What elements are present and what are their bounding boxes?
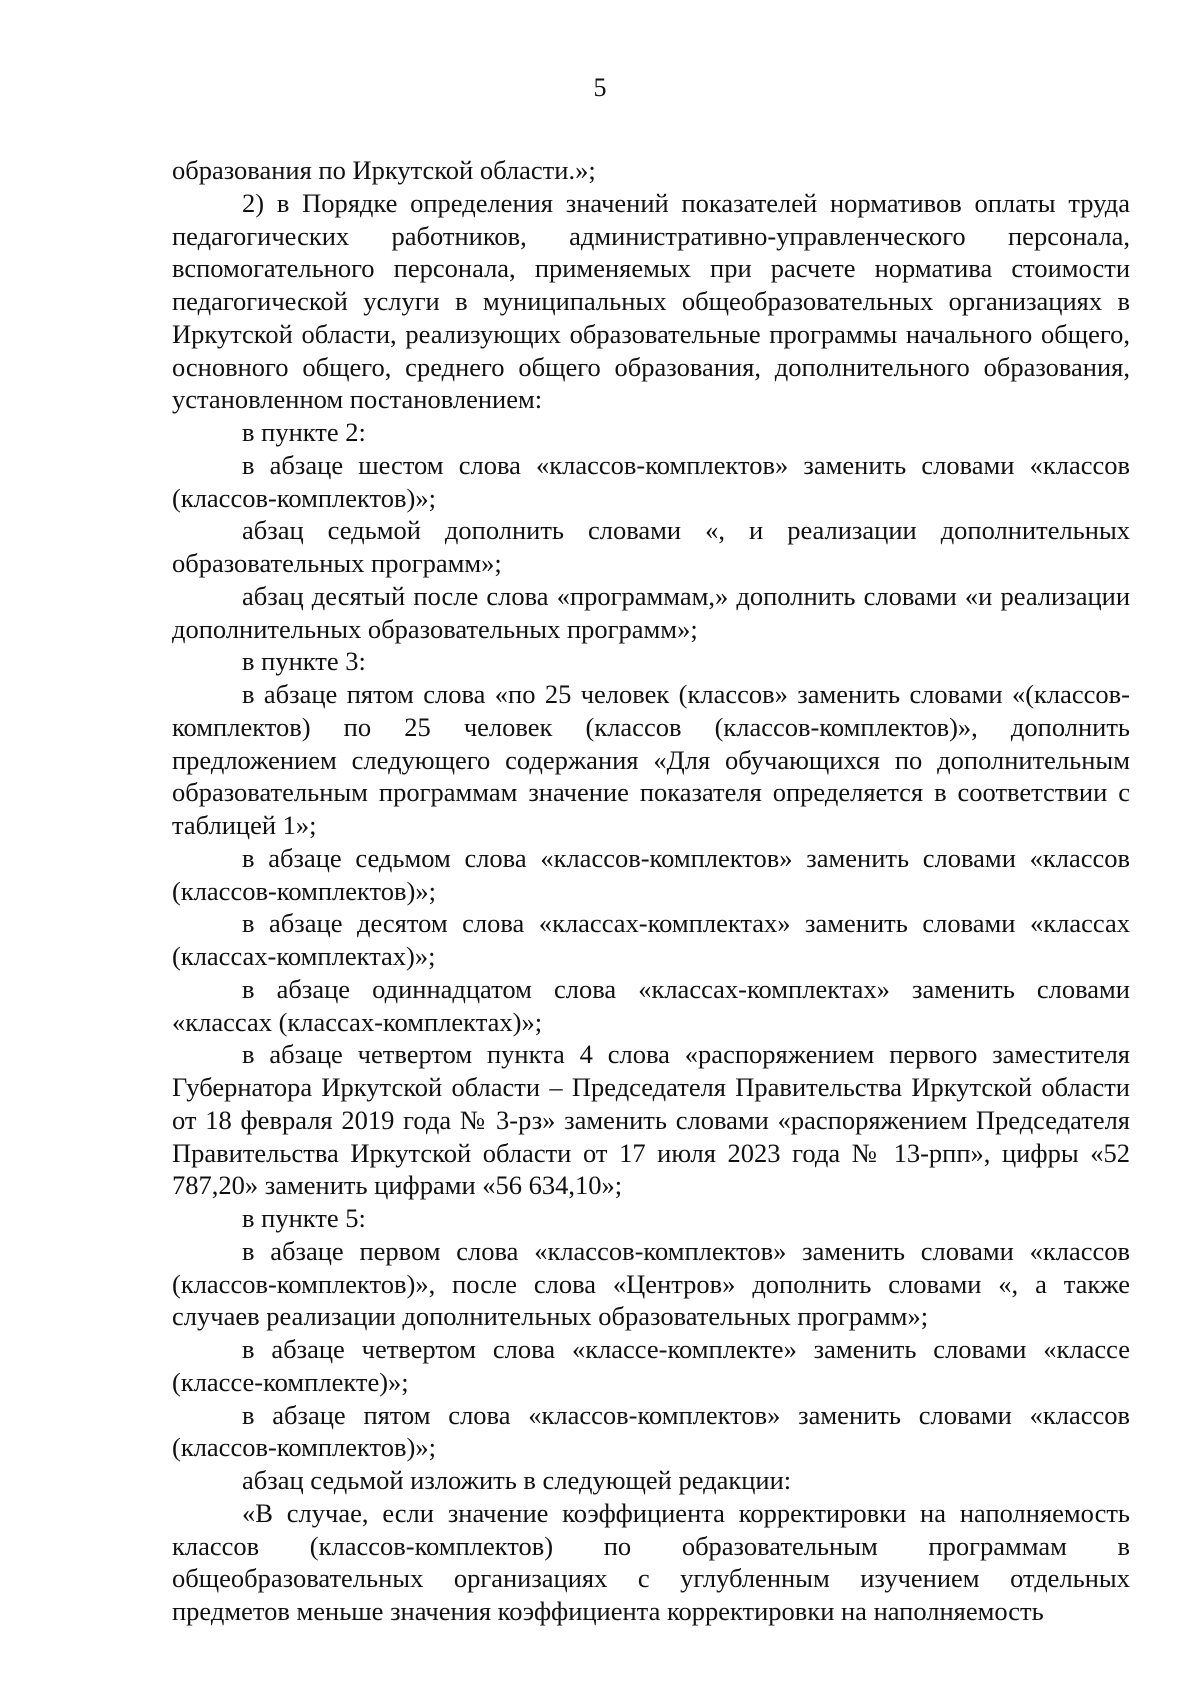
- paragraph: в абзаце седьмом слова «классов-комплектов» заменить словами «классов (классов-комплектов)»;: [172, 842, 1130, 906]
- paragraph: в абзаце четвертом пункта 4 слова «распоряжением первого заместителя Губернатора Иркутской области – Председателя Правительства Иркутской области от 18 февраля 2019 года № 3-рз» заменить словами «распоряжением Председателя Правительства Иркутской области от 17 июля 2023 года № 13-рпп», цифры «52 787,20» заменить цифрами «56 634,10»;: [172, 1039, 1130, 1201]
- paragraph: в абзаце четвертом слова «классе-комплекте» заменить словами «классе (классе-комплекте)»;: [172, 1334, 1130, 1397]
- paragraph-point-2-heading: в пункте 2:: [242, 417, 366, 447]
- paragraph: в абзаце десятом слова «классах-комплектах» заменить словами «классах (классах-комплектах)»;: [172, 908, 1130, 971]
- paragraph: в абзаце пятом слова «классов-комплектов» заменить словами «классов (классов-комплектов)»;: [172, 1399, 1130, 1463]
- paragraph: абзац седьмой изложить в следующей редакции:: [242, 1465, 792, 1495]
- paragraph-quoted-text: «В случае, если значение коэффициента корректировки на наполняемость классов (классов-комплектов) по образовательным программам в общеобразовательных организациях с углубленным изучением отдельных предметов меньше значения коэффициента корректировки на наполняемость: [172, 1497, 1130, 1626]
- paragraph: в абзаце первом слова «классов-комплектов» заменить словами «классов (классов-комплектов)», после слова «Центров» дополнить словами «, а также случаев реализации дополнительных образовательных программ»;: [172, 1235, 1130, 1332]
- paragraph: абзац седьмой дополнить словами «, и реализации дополнительных образовательных программ»;: [172, 515, 1130, 578]
- paragraph-point-3-heading: в пункте 3:: [242, 646, 366, 677]
- paragraph: в абзаце пятом слова «по 25 человек (классов» заменить словами «(классов-комплектов) по 25 человек (классов (классов-комплектов)», дополнить предложением следующего содержания «Для обучающихся по дополнительным образовательным программам значение показателя определяется в соответствии с таблицей 1»;: [172, 679, 1130, 840]
- document-body: [172, 154, 1130, 1628]
- paragraph: в абзаце шестом слова «классов-комплектов» заменить словами «классов (классов-комплектов)»;: [172, 449, 1130, 513]
- paragraph-point-5-heading: в пункте 5:: [242, 1203, 366, 1233]
- paragraph-item-2: 2) в Порядке определения значений показателей нормативов оплаты труда педагогических работников, административно-управленческого персонала, вспомогательного персонала, применяемых при расчете норматива стоимости педагогической услуги в муниципальных общеобразовательных организациях в Иркутской области, реализующих образовательные программы начального общего, основного общего, среднего общего образования, дополнительного образования, установленном постановлением:: [172, 187, 1130, 415]
- page-number: 5: [593, 73, 607, 102]
- paragraph: абзац десятый после слова «программам,» дополнить словами «и реализации дополнительных образовательных программ»;: [172, 580, 1130, 644]
- paragraph-continuation: образования по Иркутской области.»;: [172, 155, 596, 185]
- paragraph: в абзаце одиннадцатом слова «классах-комплектах» заменить словами «классах (классах-комплектах)»;: [172, 973, 1130, 1037]
